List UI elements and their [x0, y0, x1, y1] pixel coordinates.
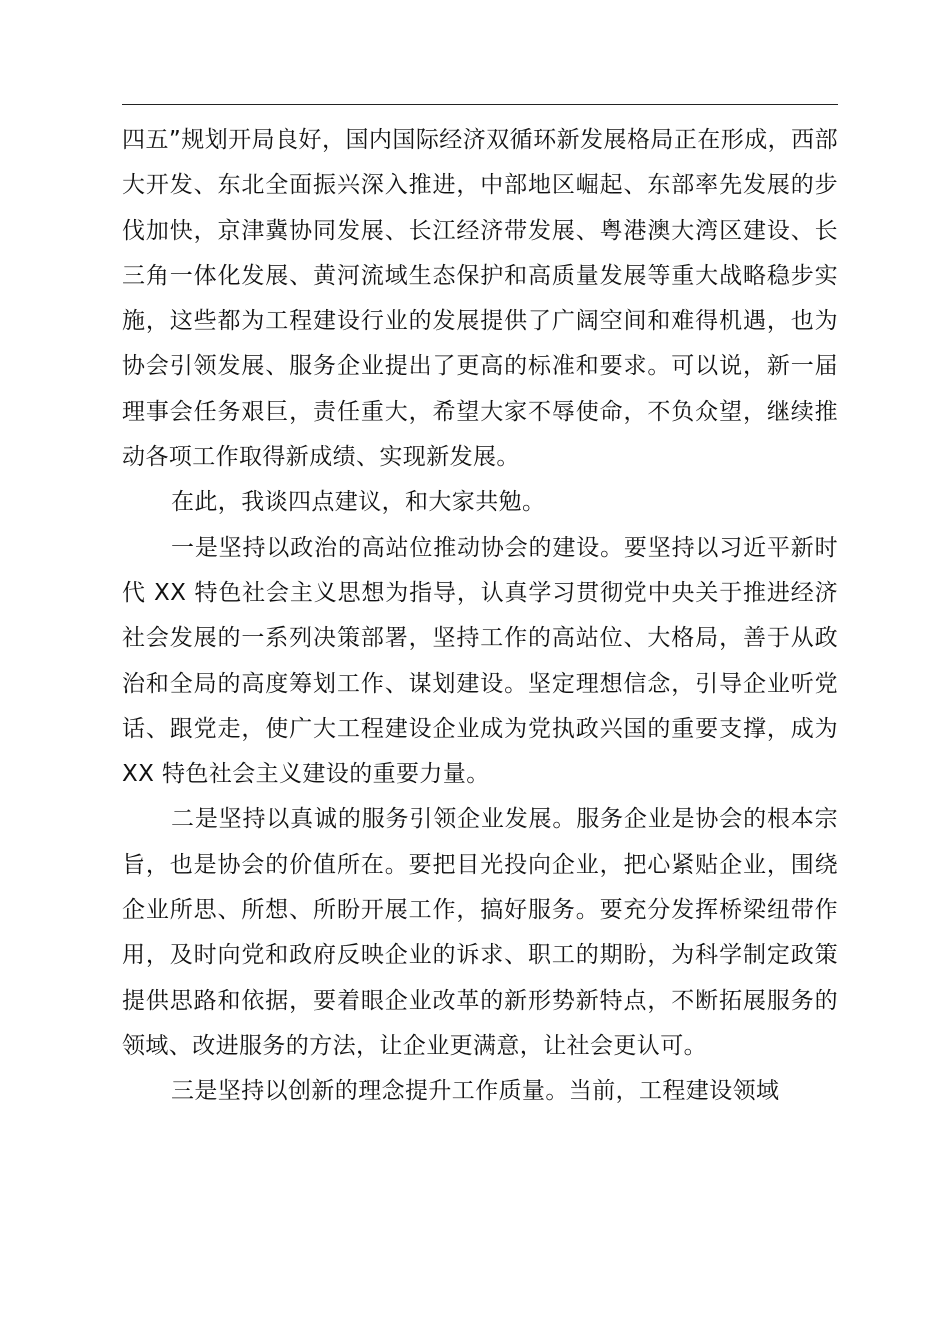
- paragraph-point-one: 一是坚持以政治的高站位推动协会的建设。要坚持以习近平新时代 XX 特色社会主义思想为指导，认真学习贯彻党中央关于推进经济社会发展的一系列决策部署，坚持工作的高站位、大格局，善于从政治和全局的高度筹划工作、谋划建设。坚定理想信念，引导企业听党话、跟党走，使广大工程建设企业成为党执政兴国的重要支撑，成为 XX 特色社会主义建设的重要力量。: [122, 534, 838, 788]
- paragraph-point-three: 三是坚持以创新的理念提升工作质量。当前，工程建设领域: [171, 1078, 780, 1105]
- paragraph-point-two: 二是坚持以真诚的服务引领企业发展。服务企业是协会的根本宗旨，也是协会的价值所在。要把目光投向企业，把心紧贴企业，围绕企业所思、所想、所盼开展工作，搞好服务。要充分发挥桥梁纽带作用，及时向党和政府反映企业的诉求、职工的期盼，为科学制定政策提供思路和依据，要着眼企业改革的新形势新特点，不断拓展服务的领域、改进服务的方法，让企业更满意，让社会更认可。: [122, 806, 838, 1059]
- paragraph-intro: 在此，我谈四点建议，和大家共勉。: [171, 489, 546, 516]
- document-body: [122, 118, 838, 1115]
- header-divider: [122, 104, 838, 105]
- paragraph-continuation: 四五”规划开局良好，国内国际经济双循环新发展格局正在形成，西部大开发、东北全面振兴深入推进，中部地区崛起、东部率先发展的步伐加快，京津冀协同发展、长江经济带发展、粤港澳大湾区建设、长三角一体化发展、黄河流域生态保护和高质量发展等重大战略稳步实施，这些都为工程建设行业的发展提供了广阔空间和难得机遇，也为协会引领发展、服务企业提出了更高的标准和要求。可以说，新一届理事会任务艰巨，责任重大，希望大家不辱使命，不负众望，继续推动各项工作取得新成绩、实现新发展。: [122, 127, 838, 471]
